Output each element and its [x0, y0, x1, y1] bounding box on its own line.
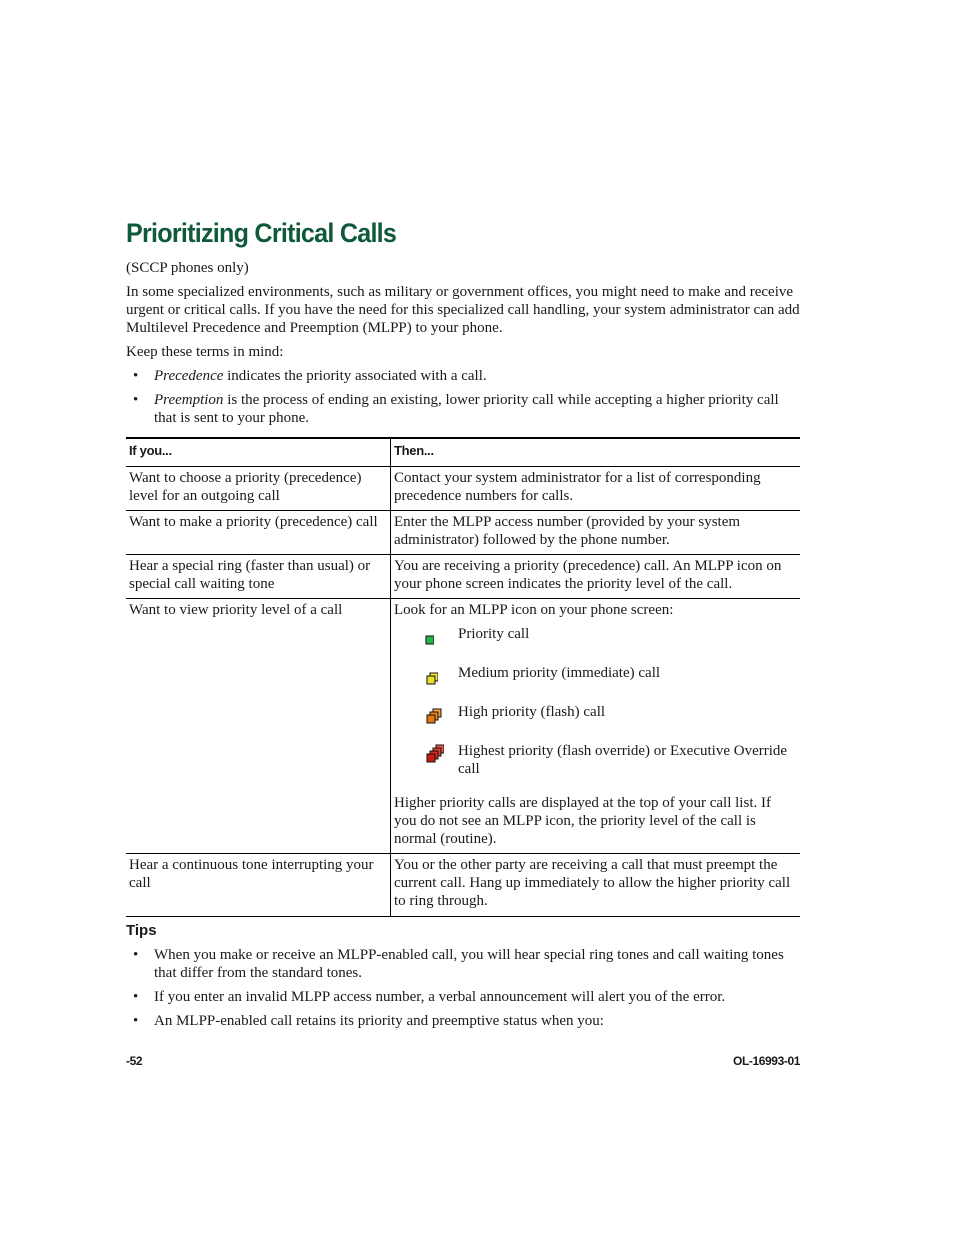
- icon-label: Highest priority (flash override) or Executive Override call: [458, 743, 788, 777]
- list-item: [126, 367, 800, 385]
- icon-legend-row: [394, 742, 797, 778]
- keep-terms-text: Keep these terms in mind:: [126, 344, 284, 360]
- table-cell-then: You are receiving a priority (precedence) call. An MLPP icon on your phone screen indicates the priority level of the call.: [391, 555, 801, 599]
- scope-note: (SCCP phones only): [126, 260, 249, 276]
- high-priority-icon: [394, 703, 458, 725]
- table-cell-then: [391, 599, 801, 854]
- tips-list: [126, 946, 800, 1036]
- term-precedence: Precedence: [154, 368, 224, 384]
- document-id: OL-16993-01: [733, 1054, 800, 1068]
- table-row: [126, 599, 800, 854]
- list-item: • If you enter an invalid MLPP access number, a verbal announcement will alert you of the error.: [126, 988, 800, 1006]
- column-header-then: Then...: [391, 438, 801, 467]
- table-cell-if: Want to choose a priority (precedence) level for an outgoing call: [126, 467, 391, 511]
- table-cell-then: Contact your system administrator for a list of corresponding precedence numbers for calls.: [391, 467, 801, 511]
- table-row: [126, 467, 800, 511]
- priority-call-icon: [394, 625, 458, 647]
- terms-list: [126, 367, 800, 433]
- table-cell-then: Enter the MLPP access number (provided by your system administrator) followed by the phone number.: [391, 511, 801, 555]
- icon-label: Priority call: [458, 626, 530, 642]
- mlpp-icon-legend: [394, 625, 797, 778]
- icon-intro-text: Look for an MLPP icon on your phone screen:: [394, 602, 674, 618]
- tips-heading: Tips: [126, 922, 157, 939]
- table-row: [126, 854, 800, 917]
- column-header-if: If you...: [126, 438, 391, 467]
- table-cell-if: Hear a special ring (faster than usual) or special call waiting tone: [126, 555, 391, 599]
- medium-priority-icon: [394, 664, 458, 686]
- page-number: -52: [126, 1054, 143, 1068]
- if-then-table: [126, 437, 800, 917]
- icon-label: Medium priority (immediate) call: [458, 665, 661, 681]
- term-preemption: Preemption: [154, 392, 224, 408]
- table-cell-if: Want to make a priority (precedence) call: [126, 511, 391, 555]
- table-header-row: [126, 438, 800, 467]
- icons-note: Higher priority calls are displayed at the top of your call list. If you do not see an MLPP icon, the priority level of the call is normal (routine).: [394, 795, 771, 847]
- page-title: Prioritizing Critical Calls: [126, 218, 397, 248]
- term-definition: is the process of ending an existing, lower priority call while accepting a higher priority call that is sent to your phone.: [154, 392, 779, 426]
- icon-legend-row: [394, 664, 797, 686]
- list-item: • An MLPP-enabled call retains its priority and preemptive status when you:: [126, 1012, 800, 1030]
- table-cell-then: You or the other party are receiving a call that must preempt the current call. Hang up immediately to allow the higher priority call to ring through.: [391, 854, 801, 917]
- icon-legend-row: [394, 703, 797, 725]
- list-item: [126, 391, 800, 427]
- icon-label: High priority (flash) call: [458, 704, 606, 720]
- list-item: • When you make or receive an MLPP-enabled call, you will hear special ring tones and call waiting tones that differ from the standard tones.: [126, 946, 800, 982]
- table-cell-if: Hear a continuous tone interrupting your call: [126, 854, 391, 917]
- table-row: [126, 511, 800, 555]
- highest-priority-icon: [394, 742, 458, 764]
- icon-legend-row: [394, 625, 797, 647]
- term-definition: indicates the priority associated with a call.: [223, 368, 487, 384]
- intro-paragraph: In some specialized environments, such as military or government offices, you might need to make and receive urgent or critical calls. If you have the need for this specialized call handling, your system administrator can add Multilevel Precedence and Preemption (MLPP) to your phone.: [126, 284, 800, 336]
- table-row: [126, 555, 800, 599]
- table-cell-if: Want to view priority level of a call: [126, 599, 391, 854]
